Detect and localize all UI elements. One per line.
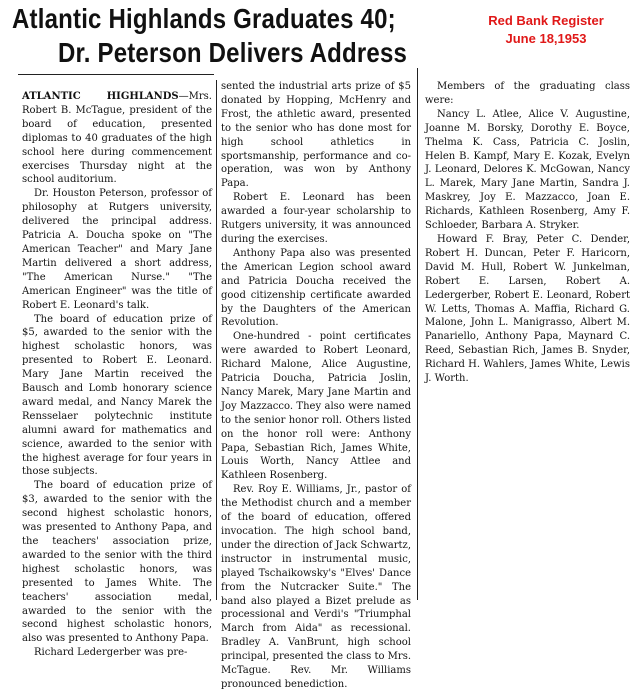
- publication-date: June 18,1953: [505, 31, 587, 46]
- paragraph: Rev. Roy E. Williams, Jr., pastor of the Methodist church and a member of the board of education, offered invocation. The high school band, under the direction of Jack Schwartz, instructor in instrumental music, played Tschaikowsky's "Elves' Dance from the Nutcracker Suite." The band also played a Bizet prelude as processional and Verdi's "Triumphal March from Aida" as recessional. Bradley A. VanBrunt, high school principal, presented the class to Mrs. McTague. Rev. Mr. Williams pronounced benediction.: [221, 484, 411, 690]
- lead-text: —Mrs. Robert B. McTague, president of the board of education, presented diplomas to 40 graduates of the high school here during commencement exercises Thursday night at the school auditorium.: [22, 91, 212, 186]
- paragraph: sented the industrial arts prize of $5 donated by Hopping, McHenry and Frost, the athletic award, presented to the senior who has done most for high school athletics in sportsmanship, performance and co-operation, was won by Anthony Papa.: [221, 81, 411, 190]
- column-divider-1: [216, 80, 217, 600]
- paragraph: Dr. Houston Peterson, professor of philosophy at Rutgers university, delivered the principal address. Patricia A. Doucha spoke on "The American Teacher" and Mary Jane Martin delivered a short address, "The American Nurse." "The American Engineer" was the title of Robert E. Leonard's talk.: [22, 188, 212, 311]
- headline-line-2: Dr. Peterson Delivers Address: [58, 38, 408, 70]
- publication-name: Red Bank Register: [488, 13, 604, 28]
- paragraph: The board of education prize of $5, awarded to the senior with the highest scholastic honors, was presented to Robert E. Leonard. Mary Jane Martin received the Bausch and Lomb honorary science award medal, and Nancy Marek the Rensselaer polytechnic institute alumni award for mathematics and science, awarded to the senior with the highest average for four years in those subjects.: [22, 313, 212, 478]
- article-column-1: [22, 90, 212, 659]
- paragraph: Richard Ledergerber was pre-: [34, 647, 188, 659]
- paragraph: Robert E. Leonard has been awarded a four-year scholarship to Rutgers university, it was announced during the exercises.: [221, 192, 411, 245]
- members-intro: Members of the graduating class were:: [425, 81, 630, 106]
- source-label: [466, 12, 626, 48]
- paragraph: The board of education prize of $3, awarded to the senior with the second highest scholastic honors, was presented to Anthony Papa, and the teachers' association prize, awarded to the senior with the third highest scholastic honors, was presented to James White. The teachers' association medal, awarded to the senior with the second highest scholastic honors, also was presented to Anthony Papa.: [22, 480, 212, 645]
- dateline: ATLANTIC HIGHLANDS: [22, 91, 179, 102]
- paragraph-lead: [22, 90, 212, 187]
- article-column-2: [221, 80, 411, 690]
- column-divider-2: [417, 68, 418, 600]
- article-column-3: [425, 80, 630, 480]
- members-list-girls: Nancy L. Atlee, Alice V. Augustine, Joanne M. Borsky, Dorothy E. Boyce, Thelma K. Cass, Patricia C. Joslin, Helen B. Kampf, Mary E. Kozak, Evelyn J. Leonard, Delores K. McGowan, Nancy L. Marek, Mary Jane Martin, Sandra J. Maskrey, Joy E. Mazzacco, Joan E. Richards, Kathleen Rosenberg, Amy F. Schloeder, Barbara A. Stryker.: [425, 108, 630, 232]
- paragraph: One-hundred - point certificates were awarded to Robert Leonard, Richard Malone, Alice Augustine, Patricia Doucha, Patricia Joslin, Nancy Marek, Mary Jane Martin and Joy Mazzacco. They also were named to the senior honor roll. Others listed on the honor roll were: Anthony Papa, Sebastian Rich, James White, Louis Worth, Nancy Attlee and Kathleen Rosenberg.: [221, 331, 411, 482]
- headline-line-1: Atlantic Highlands Graduates 40;: [12, 4, 396, 36]
- members-list-boys: Howard F. Bray, Peter C. Dender, Robert H. Duncan, Peter F. Haricorn, David M. Hull, Robert W. Junkelman, Robert E. Larsen, Robert A. Ledergerber, Robert E. Leonard, Robert W. Letts, Thomas A. Maffia, Richard G. Malone, John L. Manigrasso, Albert M. Panariello, Anthony Papa, Maynard C. Reed, Sebastian Rich, James B. Snyder, Richard H. Wahlers, James White, Lewis J. Worth.: [425, 233, 630, 385]
- headline-rule: [18, 74, 214, 75]
- paragraph: Anthony Papa also was presented the American Legion school award and Patricia Doucha received the good citizenship certificate awarded by the Daughters of the American Revolution.: [221, 247, 411, 329]
